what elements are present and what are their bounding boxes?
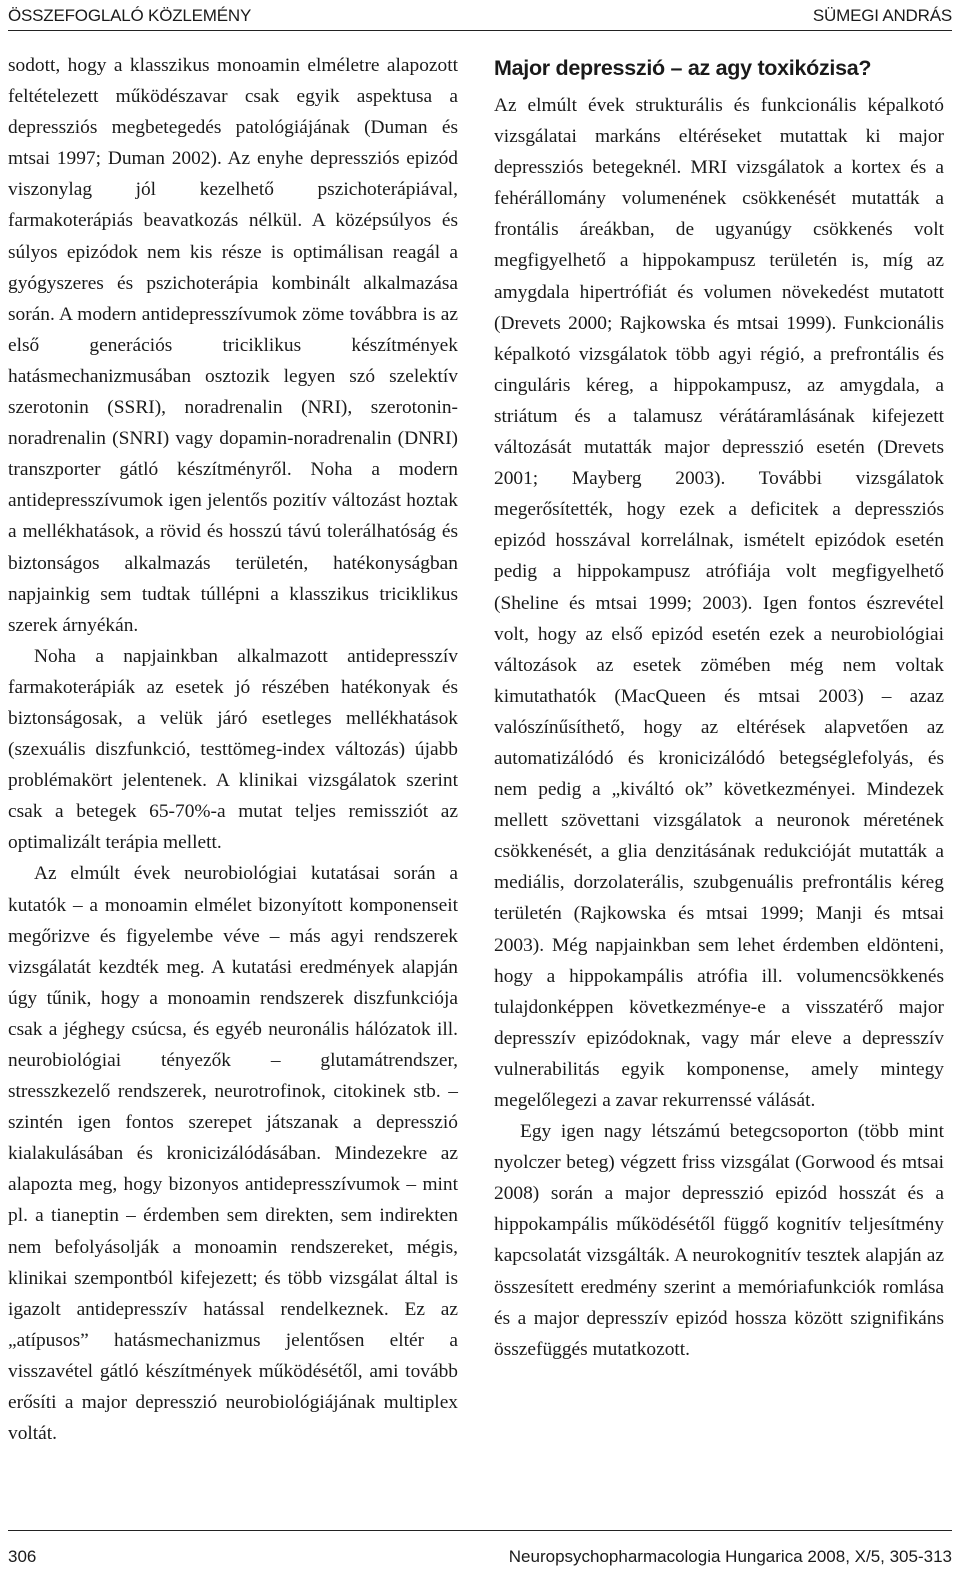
page-number: 306	[8, 1547, 37, 1566]
section-label: ÖSSZEFOGLALÓ KÖZLEMÉNY	[8, 6, 252, 25]
paragraph: Egy igen nagy létszámú betegcsoporton (több mint nyolczer beteg) végzett friss vizsgálat (Gorwood és mtsai 2008) során a major depresszió epizód hosszát és a hippokampális működésétől függő kognitív teljesítmény kapcsolatát vizsgálták. A neurokognitív tesztek alapján az összesített eredmény szerint a memóriafunkciók romlása és a major depresszív epizód hossza között szignifikáns összefüggés mutatkozott.	[494, 1121, 944, 1360]
running-header	[8, 2, 952, 31]
section-heading: Major depresszió – az agy toxikózisa?	[494, 56, 872, 80]
left-column	[8, 50, 458, 1449]
paragraph: sodott, hogy a klasszikus monoamin elméletre alapozott feltételezett működészavar csak egyik aspektusa a depressziós megbetegedés patológiájának (Duman és mtsai 1997; Duman 2002). Az enyhe depressziós epizód viszonylag jól kezelhető pszichoterápiával, farmakoterápiás beavatkozás nélkül. A középsúlyos és súlyos epizódok nem kis része is optimálisan reagál a gyógyszeres és pszichoterápia kombinált alkalmazása során. A modern antidepresszívumok zöme továbbra is az első generációs triciklikus készítmények hatásmechanizmusában osztozik legyen szó szelektív szerotonin (SSRI), noradrenalin (NRI), szerotonin-noradrenalin (SNRI) vagy dopamin-noradrenalin (DNRI) transzporter gátló készítményről. Noha a modern antidepresszívumok igen jelentős pozitív változást hoztak a mellékhatások, a rövid és hosszú távú tolerálhatóság és biztonságos alkalmazás területén, hatékonyságban napjainkig sem tudtak túllépni a klasszikus triciklikus szerek árnyékán.	[8, 55, 458, 636]
author-name: SÜMEGI ANDRÁS	[812, 6, 952, 25]
journal-citation: Neuropsychopharmacologia Hungarica 2008, X/5, 305-313	[508, 1547, 952, 1566]
right-column	[494, 50, 944, 1365]
paragraph: Az elmúlt évek neurobiológiai kutatásai során a kutatók – a monoamin elmélet bizonyított komponenseit megőrizve és figyelembe véve – más agyi rendszerek vizsgálatát kezdték meg. A kutatási eredmények alapján úgy tűnik, hogy a monoamin rendszerek diszfunkciója csak a jéghegy csúcsa, és egyéb neuronális hálózatok ill. neurobiológiai tényezők – glutamátrendszer, stresszkezelő rendszerek, neurotrofinok, citokinek stb. – szintén igen fontos szerepet játszanak a depresszió kialakulásában és kronicizálódásában. Mindezekre az alapozta meg, hogy bizonyos antidepresszívumok – mint pl. a tianeptin – érdemben sem direkten, sem indirekten nem befolyásolják a monoamin rendszereket, mégis, klinikai szempontból kifejezett; és több vizsgálat által is igazolt antidepresszív hatással rendelkeznek. Ez az „atípusos” hatásmechanizmus jelentősen eltér a visszavétel gátló készítmények működésétől, ami tovább erősíti a major depresszió neurobiológiájának multiplex voltát.	[8, 863, 458, 1445]
running-footer	[8, 1530, 952, 1575]
paragraph: Az elmúlt évek strukturális és funkcionális képalkotó vizsgálatai markáns eltéréseket mutattak ki major depressziós betegeknél. MRI vizsgálatok a kortex és a fehérállomány volumenének csökkenését mutatták a frontális áreákban, de ugyanúgy csökkenés volt megfigyelhető a hippokampusz területén is, míg az amygdala hipertrófiát és volumen növekedést mutatott (Drevets 2000; Rajkowska és mtsai 1999). Funkcionális képalkotó vizsgálatok több agyi régió, a prefrontális és cinguláris kéreg, a hippokampusz, az amygdala, a striátum és a talamusz vérátáramlásának kifejezett változását mutatták major depresszió esetén (Drevets 2001; Mayberg 2003). További vizsgálatok megerősítették, hogy ezek a deficitek a depressziós epizód hosszával korrelálnak, ismételt epizódok esetén pedig a hippokampusz atrófiája volt megfigyelhető (Sheline és mtsai 1999; 2003). Igen fontos észrevétel volt, hogy az első epizód esetén ezek a neurobiológiai változások az esetek zömében még nem voltak kimutathatók (MacQueen és mtsai 2003) – azaz valószínűsíthető, hogy az eltérések alapvetően az automatizálódó és kronicizálódó betegséglefolyás, és nem pedig a „kiváltó ok” következményei. Mindezek mellett szövettani vizsgálatok a neuronok méretének csökkenését, a glia denzitásának redukcióját mutatták a mediális, dorzolaterális, szubgenuális prefrontális kéreg területén (Rajkowska és mtsai 1999; Manji és mtsai 2003). Még napjainkban sem lehet érdemben eldönteni, hogy a hippokampális atrófia ill. volumencsökkenés tulajdonképpen következménye-e a visszatérő major depresszív epizódoknak, vagy már eleve a depresszív vulnerabilitás egyik komponense, amely mintegy megelőlegezi a zavar rekurrenssé válását.	[494, 95, 944, 1111]
paragraph: Noha a napjainkban alkalmazott antidepresszív farmakoterápiák az esetek jó részében hatékonyak és biztonságosak, a velük járó esetleges mellékhatások (szexuális diszfunkció, testtömeg-index változás) újabb problémakört jelentenek. A klinikai vizsgálatok szerint csak a betegek 65-70%-a mutat teljes remissziót az optimalizált terápia mellett.	[8, 645, 458, 854]
